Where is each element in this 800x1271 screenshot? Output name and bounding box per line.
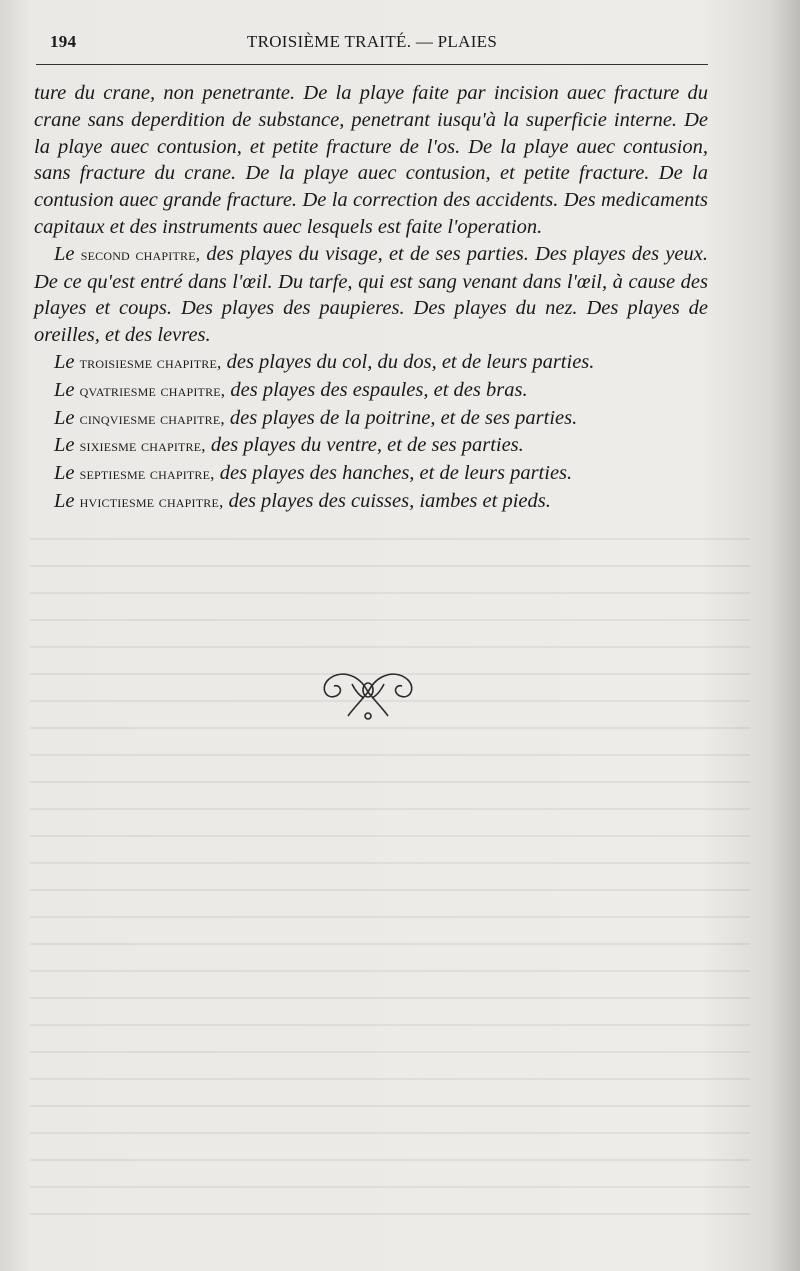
chapter-lead: Le xyxy=(54,378,75,401)
running-head xyxy=(36,28,708,56)
chapter-line-4 xyxy=(34,377,708,405)
page-number: 194 xyxy=(50,32,77,51)
chapter-line-6 xyxy=(34,432,708,460)
paragraph-second-chapter xyxy=(34,241,708,349)
header-rule xyxy=(36,64,708,65)
chapter-text: des playes du visage, et de ses parties. Des playes des yeux. De ce qu'est entré dans l'œil. Du tarfe, qui est sang venant dans l'œil, à cause des playes et coups. Des playes des paupieres. Des playes du nez. Des playes de oreilles, et des levres. xyxy=(34,242,708,347)
chapter-heading: hvictiesme chapitre, xyxy=(79,491,224,511)
fleuron-ornament-icon xyxy=(308,662,428,722)
chapter-heading: septiesme chapitre, xyxy=(79,464,215,484)
chapter-heading: troisiesme chapitre, xyxy=(79,352,222,372)
running-title: TROISIÈME TRAITÉ. — PLAIES xyxy=(246,32,498,51)
chapter-text: des playes de la poitrine, et de ses parties. xyxy=(229,406,578,429)
paragraph-continued: ture du crane, non penetrante. De la playe faite par incision auec fracture du crane sans deperdition de substance, penetrant iusqu'à la superficie interne. De la playe auec contusion, et petite fracture de l'os. De la playe auec contusion, sans fracture du crane. De la playe auec contusion, et petite fracture. De la contusion auec grande fracture. De la correction des accidents. Des medicaments capitaux et des instruments auec lesquels est faite l'operation. xyxy=(34,82,708,238)
chapter-text: des playes du col, du dos, et de leurs parties. xyxy=(226,350,595,373)
chapter-line-7 xyxy=(34,460,708,488)
chapter-line-5 xyxy=(34,405,708,433)
chapter-text: des playes des espaules, et des bras. xyxy=(230,378,528,401)
chapter-lead: Le xyxy=(54,434,75,457)
show-through-text xyxy=(30,520,750,1240)
chapter-lead: Le xyxy=(54,406,75,429)
chapter-line-8 xyxy=(34,488,708,516)
chapter-text: des playes du ventre, et de ses parties. xyxy=(210,434,524,457)
chapter-lead: Le xyxy=(54,350,75,373)
chapter-heading: sixiesme chapitre, xyxy=(79,436,206,456)
chapter-line-3 xyxy=(34,349,708,377)
chapter-heading: second chapitre, xyxy=(80,244,201,264)
chapter-text: des playes des cuisses, iambes et pieds. xyxy=(228,489,551,512)
chapter-lead: Le xyxy=(54,489,75,512)
chapter-heading: cinqviesme chapitre, xyxy=(79,408,225,428)
chapter-lead: Le xyxy=(54,462,75,485)
body-text xyxy=(34,80,708,516)
chapter-text: des playes des hanches, et de leurs parties. xyxy=(219,462,573,485)
chapter-heading: qvatriesme chapitre, xyxy=(79,380,226,400)
chapter-lead: Le xyxy=(54,242,75,265)
